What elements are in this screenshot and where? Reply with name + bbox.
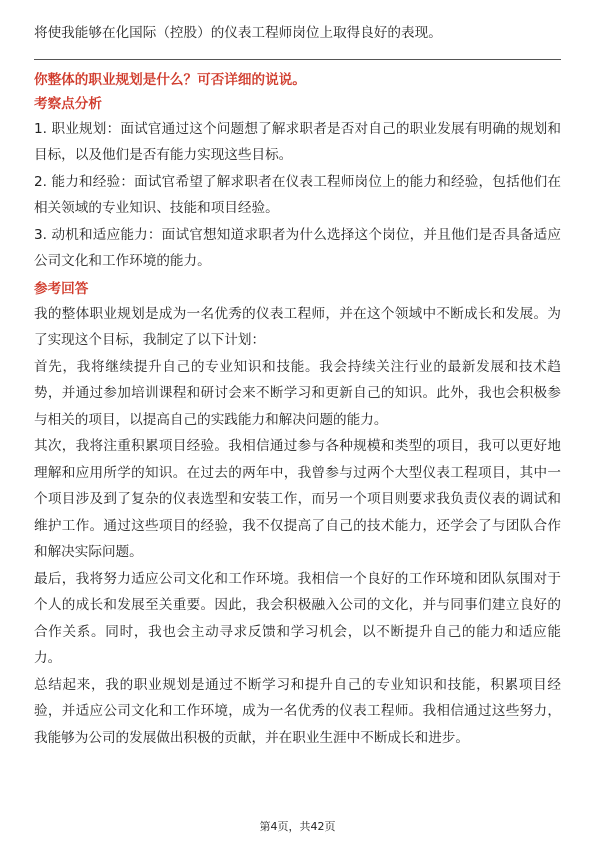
answer-paragraph: 其次，我将注重积累项目经验。我相信通过参与各种规模和类型的项目，我可以更好地理解和应用所学的知识。在过去的两年中，我曾参与过两个大型仪表工程项目，其中一个项目涉及到了复杂的仪表选型和安装工作，而另一个项目则要求我负责仪表的调试和维护工作。通过这些项目的经验，我不仅提高了自己的技术能力，还学会了与团队合作和解决实际问题。 xyxy=(34,438,561,560)
answer-paragraph: 我的整体职业规划是成为一名优秀的仪表工程师，并在这个领域中不断成长和发展。为了实现这个目标，我制定了以下计划： xyxy=(34,305,561,348)
answer-paragraph: 最后，我将努力适应公司文化和工作环境。我相信一个良好的工作环境和团队氛围对于个人的成长和发展至关重要。因此，我会积极融入公司的文化，并与同事们建立良好的合作关系。同时，我也会主动寻求反馈和学习机会，以不断提升自己的能力和适应能力。 xyxy=(34,570,561,666)
answer-heading: 参考回答 xyxy=(34,280,89,297)
section-divider xyxy=(34,59,561,60)
page-number: 第4页，共42页 xyxy=(259,820,336,833)
answer-paragraph: 总结起来，我的职业规划是通过不断学习和提升自己的专业知识和技能，积累项目经验，并适应公司文化和工作环境，成为一名优秀的仪表工程师。我相信通过这些努力，我能够为公司的发展做出积极的贡献，并在职业生涯中不断成长和进步。 xyxy=(34,676,561,746)
document-page xyxy=(34,18,561,751)
intro-line: 将使我能够在化国际（控股）的仪表工程师岗位上取得良好的表现。 xyxy=(34,25,442,41)
analysis-heading: 考察点分析 xyxy=(34,95,102,112)
analysis-item: 2. 能力和经验：面试官希望了解求职者在仪表工程师岗位上的能力和经验，包括他们在相关领域的专业知识、技能和项目经验。 xyxy=(34,173,561,216)
analysis-item: 1. 职业规划：面试官通过这个问题想了解求职者是否对自己的职业发展有明确的规划和目标，以及他们是否有能力实现这些目标。 xyxy=(34,120,561,163)
answer-paragraph: 首先，我将继续提升自己的专业知识和技能。我会持续关注行业的最新发展和技术趋势，并通过参加培训课程和研讨会来不断学习和更新自己的知识。此外，我也会积极参与相关的项目，以提高自己的实践能力和解决问题的能力。 xyxy=(34,358,561,428)
question-title: 你整体的职业规划是什么？可否详细的说说。 xyxy=(34,71,306,88)
analysis-item: 3. 动机和适应能力：面试官想知道求职者为什么选择这个岗位，并且他们是否具备适应公司文化和工作环境的能力。 xyxy=(34,226,561,269)
